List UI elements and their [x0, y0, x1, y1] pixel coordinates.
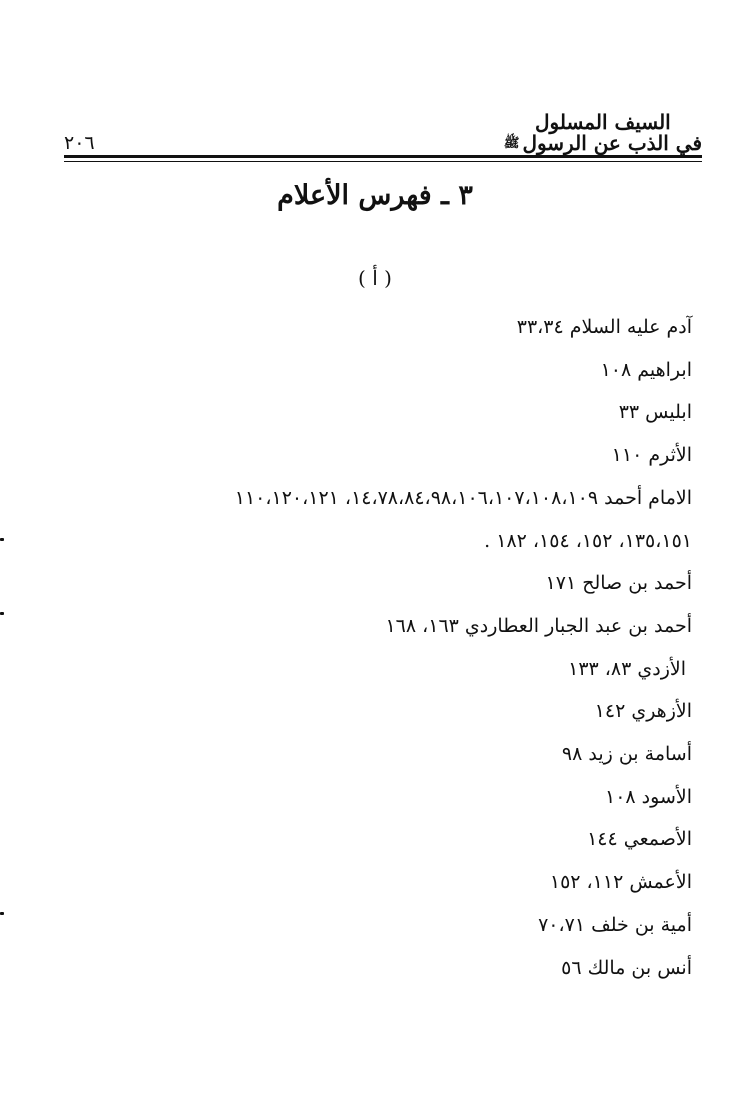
index-entry: الأصمعي ١٤٤ [587, 828, 692, 851]
index-entries [64, 306, 692, 989]
index-entry: آدم عليه السلام ٣٣،٣٤ [516, 316, 692, 338]
margin-speck [0, 612, 4, 615]
book-title-line2-text: في الذب عن الرسول [522, 131, 702, 155]
index-entry: الأعمش ١١٢، ١٥٢ [549, 871, 692, 894]
honorific-glyph: ﷺ [503, 136, 520, 151]
index-entry: الأزدي ٨٣، ١٣٣ [568, 657, 686, 680]
index-entry: الأثرم ١١٠ [611, 444, 692, 467]
index-entry: أنس بن مالك ٥٦ [561, 956, 692, 979]
index-entry: ابليس ٣٣ [618, 401, 692, 424]
index-entry: أسامة بن زيد ٩٨ [561, 743, 692, 766]
header-rule-thin [64, 161, 702, 162]
index-entry-continuation: ١٣٥،١٥١، ١٥٢، ١٥٤، ١٨٢ . [484, 529, 692, 552]
margin-speck [0, 538, 4, 541]
section-title: ٣ ـ فهرس الأعلام [277, 180, 473, 211]
running-header [64, 96, 702, 154]
index-entry: الأسود ١٠٨ [605, 785, 692, 808]
header-rule-thick [64, 155, 702, 158]
margin-speck [0, 912, 4, 915]
page-number: ٢٠٦ [64, 132, 95, 154]
book-title [504, 112, 702, 154]
book-title-line2 [504, 133, 702, 154]
index-entry: الأزهري ١٤٢ [594, 700, 692, 723]
book-title-line1: السيف المسلول [534, 110, 671, 134]
index-entry: أمية بن خلف ٧٠،٧١ [538, 913, 692, 936]
index-entry: أحمد بن صالح ١٧١ [545, 572, 692, 595]
index-entry: أحمد بن عبد الجبار العطاردي ١٦٣، ١٦٨ [385, 614, 692, 637]
index-entry: ابراهيم ١٠٨ [600, 358, 692, 381]
letter-heading: ( أ ) [358, 266, 392, 290]
index-entry: الامام أحمد ١٤،٧٨،٨٤،٩٨،١٠٦،١٠٧،١٠٨،١٠٩، ١١٠،١٢٠،١٢١ [234, 486, 692, 509]
